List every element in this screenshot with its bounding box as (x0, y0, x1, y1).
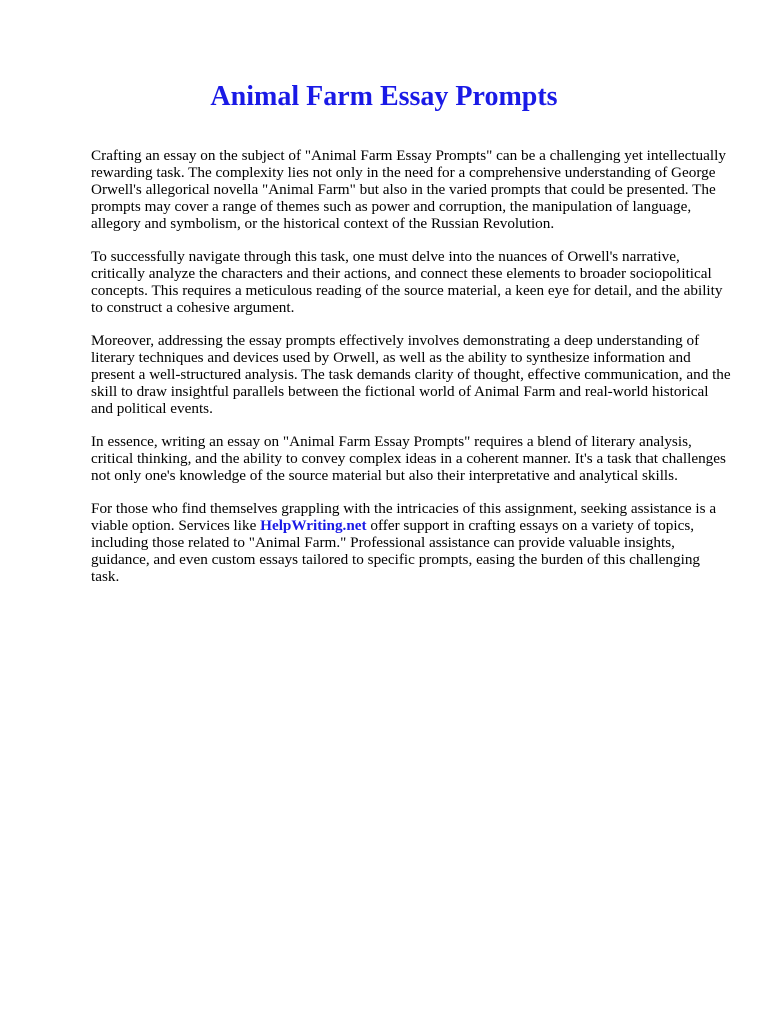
paragraph-3: Moreover, addressing the essay prompts effectively involves demonstrating a deep understanding of literary techniques and devices used by Orwell, as well as the ability to synthesize information and present a well-structured analysis. The task demands clarity of thought, effective communication, and the skill to draw insightful parallels between the fictional world of Animal Farm and real-world historical and political events. (91, 332, 731, 417)
helpwriting-link[interactable]: HelpWriting.net (260, 517, 367, 534)
paragraph-5-after-link: offer support in crafting essays on a variety of topics, including those related to "Animal Farm." Professional assistance can provide valuable insights, guidance, and even custom essays tailored to specific prompts, easing the burden of this challenging task. (91, 517, 701, 585)
document-title: Animal Farm Essay Prompts (210, 81, 558, 112)
paragraph-4: In essence, writing an essay on "Animal Farm Essay Prompts" requires a blend of literary analysis, critical thinking, and the ability to convey complex ideas in a coherent manner. It's a task that challenges not only one's knowledge of the source material but also their interpretative and analytical skills. (91, 433, 726, 484)
paragraph-2: To successfully navigate through this task, one must delve into the nuances of Orwell's narrative, critically analyze the characters and their actions, and connect these elements to broader sociopolitical concepts. This requires a meticulous reading of the source material, a keen eye for detail, and the ability to construct a cohesive argument. (91, 248, 723, 316)
paragraph-5-before-link: For those who find themselves grappling with the intricacies of this assignment, seeking assistance is a viable option. Services like (91, 500, 717, 534)
paragraph-1: Crafting an essay on the subject of "Animal Farm Essay Prompts" can be a challenging yet intellectually rewarding task. The complexity lies not only in the need for a comprehensive understanding of George Orwell's allegorical novella "Animal Farm" but also in the varied prompts that could be presented. The prompts may cover a range of themes such as power and corruption, the manipulation of language, allegory and symbolism, or the historical context of the Russian Revolution. (91, 147, 726, 232)
paragraph-5 (91, 500, 731, 585)
document-body (91, 147, 731, 601)
